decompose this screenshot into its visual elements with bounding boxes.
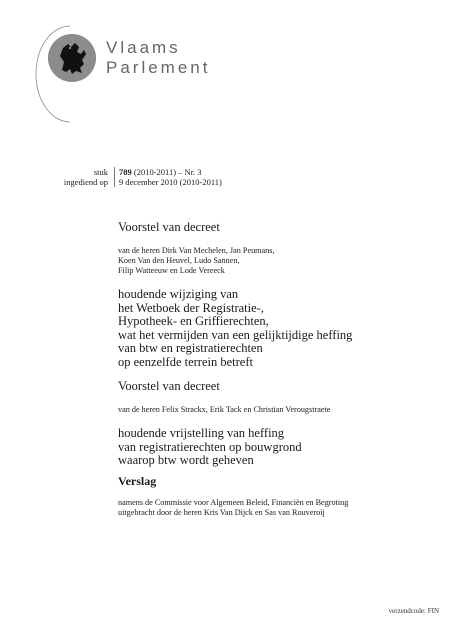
subject-2-line: van registratierechten op bouwgrond [118,439,302,454]
authors-1-line: Filip Watteeuw en Lode Vereeck [118,266,225,275]
stuk-number: 789 [119,167,132,177]
stuk-value [119,167,222,177]
verslag-details [118,498,448,518]
stuk-rest: (2010-2011) – Nr. 3 [131,167,202,177]
subject-1-line: het Wetboek der Registratie-, [118,300,264,315]
document-body [118,220,448,518]
subject-1-line: van btw en registratierechten [118,341,263,355]
subject-1 [118,288,448,369]
subject-2 [118,427,448,468]
lion-emblem-icon [48,34,96,82]
logo-line-2: Parlement [106,58,211,77]
dispatch-code: verzendcode: FIN [388,607,439,615]
title-2: Voorstel van decreet [118,379,220,393]
title-1: Voorstel van decreet [118,220,220,234]
verslag-line: namens de Commissie voor Algemeen Beleid, Financiën en Begroting [118,497,349,507]
ingediend-value: 9 december 2010 (2010-2011) [119,177,222,187]
subject-2-line: waarop btw wordt geheven [118,453,254,467]
subject-2-line: houdende vrijstelling van heffing [118,426,285,440]
verslag-line: uitgebracht door de heren Kris Van Dijck en Sas van Rouveroij [118,507,325,517]
verslag-title: Verslag [118,473,157,488]
subject-1-line: wat het vermijden van een gelijktijdige heffing [118,327,353,342]
subject-1-line: op eenzelfde terrein betreft [118,354,253,369]
authors-1-line: Koen Van den Heuvel, Ludo Sannen, [118,256,240,265]
authors-2: van de heren Felix Strackx, Erik Tack en Christian Verougstraete [118,405,331,414]
subject-1-line: houdende wijziging van [118,287,239,301]
logo-line-1: Vlaams [106,38,181,57]
authors-1 [118,246,448,276]
authors-1-line: van de heren Dirk Van Mechelen, Jan Peumans, [118,246,275,255]
meta-divider [114,167,115,187]
meta-values [119,167,222,187]
label-stuk: stuk [93,167,108,177]
logo-wordmark [106,38,210,78]
label-ingediend: ingediend op [63,177,108,187]
meta-labels [58,167,108,187]
subject-1-line: Hypotheek- en Griffierechten, [118,314,269,328]
